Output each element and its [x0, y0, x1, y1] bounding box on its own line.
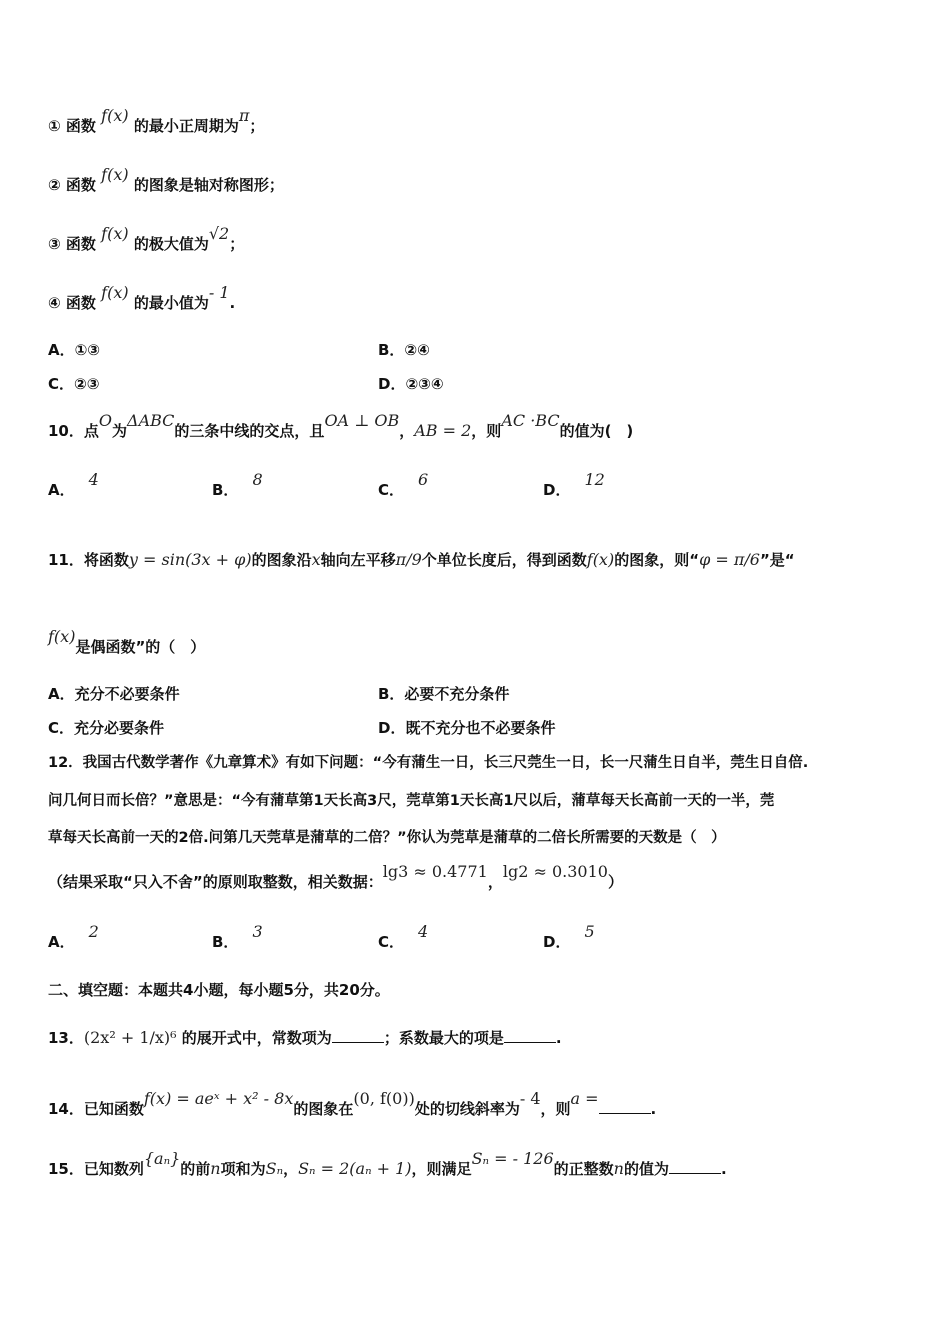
q9-option-a: A．①③ [48, 341, 101, 359]
question-text: 的前 [180, 1160, 211, 1178]
q12-option-d [543, 922, 595, 952]
question-text: 的正整数 [553, 1160, 614, 1178]
option-label: A． [48, 933, 75, 951]
question-text: ， [283, 1160, 299, 1178]
math-expression: Sₙ [265, 1159, 284, 1178]
statement-text: ② 函数 [48, 176, 102, 194]
math-expression: OA ⊥ OB [324, 411, 400, 430]
option-value: 4 [88, 470, 99, 489]
question-12-line-3: 草每天长高前一天的2倍.问第几天莞草是蒲草的二倍？”你认为莞草是蒲草的二倍长所需要的天数是（ ） [48, 830, 726, 846]
answer-blank[interactable] [332, 1028, 384, 1043]
statement-1 [48, 106, 265, 136]
statement-text: ③ 函数 [48, 235, 102, 253]
q9-option-d: D．②③④ [378, 375, 444, 393]
question-text: ，则 [540, 1100, 571, 1118]
q9-option-c: C．②③ [48, 375, 100, 393]
question-text: 项和为 [220, 1160, 266, 1178]
question-text: ，则 [471, 422, 502, 440]
math-expression: π/9 [395, 550, 422, 569]
answer-blank[interactable] [599, 1099, 651, 1114]
math-expression: f(x) [101, 224, 129, 243]
math-expression: O [98, 411, 112, 430]
q11-option-a: A．充分不必要条件 [48, 685, 180, 703]
statement-3 [48, 224, 245, 254]
option-label: A． [48, 481, 75, 499]
option-value: 12 [584, 470, 605, 489]
q12-option-b [212, 922, 263, 952]
question-text: 是偶函数”的（ ） [75, 638, 206, 656]
math-expression: f(x) [101, 106, 129, 125]
question-12-line-2: 问几何日而长倍？”意思是：“今有蒲草第1天长高3尺，莞草第1天长高1尺以后，蒲草每天长高前一天的一半，莞 [48, 793, 775, 809]
question-11-line-2 [48, 627, 206, 657]
question-text: 10．点 [48, 422, 99, 440]
option-label: B． [212, 481, 239, 499]
math-expression: AC ·BC [501, 411, 560, 430]
option-value: 4 [418, 922, 429, 941]
question-13 [48, 1028, 562, 1048]
option-value: 6 [418, 470, 429, 489]
math-expression: - 1 [208, 283, 230, 302]
question-text: 的图象，则“ [614, 551, 700, 569]
q11-option-c: C．充分必要条件 [48, 719, 165, 737]
statement-4 [48, 283, 236, 313]
math-expression: AB = 2 [414, 421, 472, 440]
question-text: 15．已知数列 [48, 1160, 144, 1178]
statement-2 [48, 165, 284, 195]
question-text: 的三条中线的交点，且 [174, 422, 325, 440]
question-text: . [650, 1100, 657, 1118]
question-text: 个单位长度后，得到函数 [421, 551, 587, 569]
question-text: 14．已知函数 [48, 1100, 144, 1118]
math-expression: f(x) [586, 550, 615, 569]
math-expression: f(x) [48, 627, 76, 646]
option-value: 3 [252, 922, 263, 941]
q10-option-c [378, 470, 429, 500]
answer-blank[interactable] [504, 1028, 556, 1043]
math-expression: π [238, 106, 250, 125]
q12-option-a [48, 922, 99, 952]
statement-text: 的图象是轴对称图形； [128, 176, 284, 194]
option-label: C． [378, 481, 405, 499]
math-expression: y = sin(3x + φ) [128, 550, 252, 569]
question-12-line-1: 12．我国古代数学著作《九章算术》有如下问题：“今有蒲生一日，长三尺莞生一日，长一尺蒲生日自半，莞生日自倍. [48, 755, 809, 771]
option-label: D． [543, 481, 571, 499]
question-text: ） [607, 873, 623, 891]
math-expression: a = [570, 1089, 599, 1108]
question-text: ”是“ [759, 551, 795, 569]
statement-text: ； [249, 117, 265, 135]
math-expression: f(x) = aeˣ + x² - 8x [143, 1089, 294, 1108]
question-text: 为 [112, 422, 128, 440]
statement-text: 的极大值为 [128, 235, 209, 253]
statement-text: ① 函数 [48, 117, 102, 135]
question-14 [48, 1089, 657, 1119]
q12-option-c [378, 922, 429, 952]
answer-blank[interactable] [669, 1159, 721, 1174]
q10-option-a [48, 470, 99, 500]
math-expression: (0, f(0)) [353, 1089, 415, 1108]
option-value: 5 [584, 922, 595, 941]
q10-option-b [212, 470, 263, 500]
question-text: ，则满足 [411, 1160, 472, 1178]
question-text: 11．将函数 [48, 551, 129, 569]
q11-option-b: B．必要不充分条件 [378, 685, 510, 703]
math-expression: lg3 ≈ 0.4771 [382, 862, 488, 881]
math-expression: n [210, 1159, 221, 1178]
option-value: 8 [252, 470, 263, 489]
question-text: ， [399, 422, 415, 440]
q11-option-d: D．既不充分也不必要条件 [378, 719, 556, 737]
question-11 [48, 550, 795, 570]
question-text: ；系数最大的项是 [383, 1029, 504, 1047]
math-expression: √2 [208, 224, 230, 243]
math-expression: φ = π/6 [699, 550, 760, 569]
option-label: D． [543, 933, 571, 951]
question-10 [48, 411, 634, 441]
question-number: 13． [48, 1029, 84, 1047]
math-expression: ΔABC [127, 411, 175, 430]
math-expression: f(x) [101, 165, 129, 184]
math-expression: Sₙ = - 126 [471, 1149, 554, 1168]
math-expression: {aₙ} [143, 1149, 181, 1168]
math-expression: - 4 [519, 1089, 541, 1108]
statement-text: . [229, 294, 236, 312]
math-expression: x [311, 550, 321, 569]
statement-text: 的最小值为 [128, 294, 209, 312]
statement-text: ④ 函数 [48, 294, 102, 312]
math-expression: n [613, 1159, 624, 1178]
statement-text: ； [229, 235, 245, 253]
math-expression: lg2 ≈ 0.3010 [502, 862, 608, 881]
option-label: B． [212, 933, 239, 951]
q9-option-b: B．②④ [378, 341, 430, 359]
question-text: 的展开式中，常数项为 [181, 1029, 332, 1047]
question-text: ， [487, 873, 503, 891]
option-label: C． [378, 933, 405, 951]
question-12-line-4 [48, 862, 623, 892]
statement-text: 的最小正周期为 [128, 117, 239, 135]
question-text: 的值为 [623, 1160, 669, 1178]
question-text: （结果采取“只入不舍”的原则取整数，相关数据： [48, 873, 383, 891]
question-text: 的图象沿 [251, 551, 312, 569]
section-2-heading: 二、填空题：本题共4小题，每小题5分，共20分。 [48, 981, 390, 999]
question-text: . [555, 1029, 562, 1047]
math-expression: f(x) [101, 283, 129, 302]
math-expression: Sₙ = 2(aₙ + 1) [298, 1159, 412, 1178]
question-text: . [720, 1160, 727, 1178]
q10-option-d [543, 470, 605, 500]
question-text: 的图象在 [293, 1100, 354, 1118]
question-text: 处的切线斜率为 [414, 1100, 520, 1118]
option-value: 2 [88, 922, 99, 941]
question-text: 的值为( ) [559, 422, 634, 440]
question-text: 轴向左平移 [320, 551, 396, 569]
math-expression: (2x² + 1/x)⁶ [83, 1028, 177, 1047]
question-15 [48, 1149, 727, 1179]
